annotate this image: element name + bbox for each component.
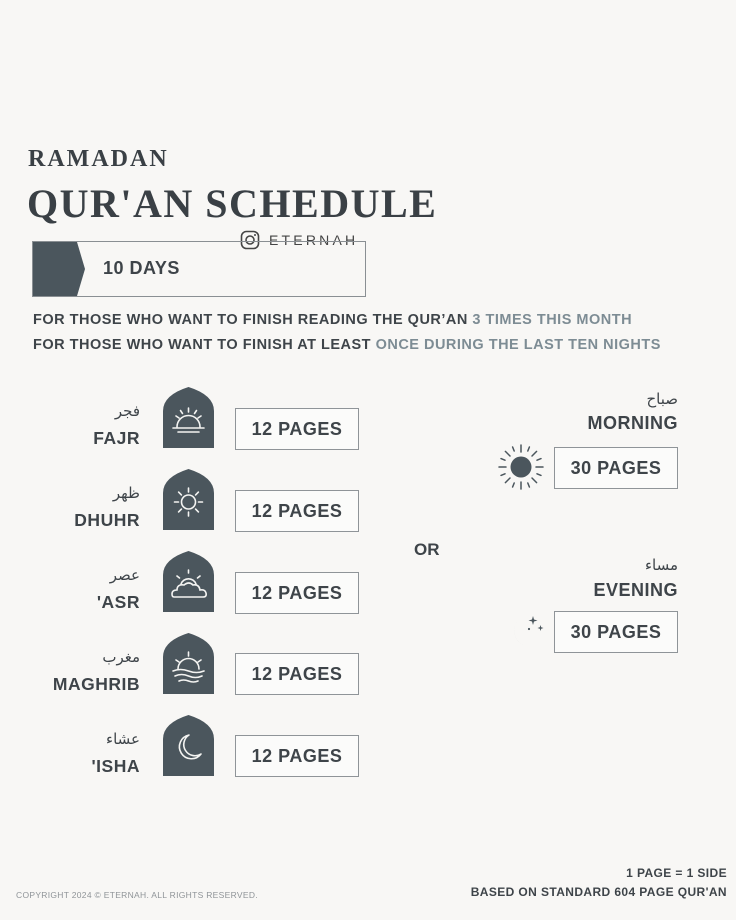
alt-name-morning: MORNING <box>587 413 678 433</box>
moon-stars-icon <box>507 612 547 652</box>
prayer-name-fajr: FAJR <box>93 428 140 448</box>
prayer-arabic-asr: عصر <box>109 566 140 584</box>
plan-arrow-tab <box>33 242 85 296</box>
prayer-arabic-fajr: فجر <box>114 402 140 420</box>
description-line-2-highlight: ONCE DURING THE LAST TEN NIGHTS <box>375 337 661 353</box>
prayer-arabic-dhuhr: ظهر <box>112 484 140 502</box>
pages-box-morning: 30 PAGES <box>554 447 678 489</box>
description-line-1-highlight: 3 TIMES THIS MONTH <box>472 312 633 328</box>
sun-icon <box>497 443 545 491</box>
footer-note-standard: BASED ON STANDARD 604 PAGE QUR'AN <box>470 885 727 899</box>
description-line-1-text: FOR THOSE WHO WANT TO FINISH READING THE QUR’AN <box>33 312 473 328</box>
sunrise-icon <box>163 387 214 448</box>
description-line-1 <box>33 312 632 328</box>
sun-cloud-icon <box>163 551 214 612</box>
alt-arabic-evening: مساء <box>644 556 678 574</box>
moon-icon <box>163 715 214 776</box>
pages-box-isha: 12 PAGES <box>235 735 359 777</box>
page-title: QUR'AN SCHEDULE <box>27 181 438 226</box>
pages-box-asr: 12 PAGES <box>235 572 359 614</box>
footer-note-page: 1 PAGE = 1 SIDE <box>626 866 727 880</box>
pages-box-dhuhr: 12 PAGES <box>235 490 359 532</box>
prayer-name-isha: 'ISHA <box>91 756 140 776</box>
description-line-2-text: FOR THOSE WHO WANT TO FINISH AT LEAST <box>33 337 376 353</box>
alt-arabic-morning: صباح <box>646 390 678 408</box>
pages-box-fajr: 12 PAGES <box>235 408 359 450</box>
alt-name-evening: EVENING <box>593 580 678 600</box>
sun-icon <box>163 469 214 530</box>
brand-name: ETERNAH <box>269 232 359 248</box>
pages-box-maghrib: 12 PAGES <box>235 653 359 695</box>
prayer-arabic-maghrib: مغرب <box>102 648 140 666</box>
prayer-name-asr: 'ASR <box>96 592 140 612</box>
prayer-name-dhuhr: DHUHR <box>74 510 140 530</box>
description-line-2 <box>33 337 661 353</box>
prayer-arabic-isha: عشاء <box>106 730 140 748</box>
prayer-name-maghrib: MAGHRIB <box>52 674 140 694</box>
copyright-text: COPYRIGHT 2024 © ETERNAH. ALL RIGHTS RESERVED. <box>16 890 258 900</box>
plan-label: 10 DAYS <box>103 258 180 278</box>
or-divider: OR <box>414 540 440 559</box>
sunset-icon <box>163 633 214 694</box>
pages-box-evening: 30 PAGES <box>554 611 678 653</box>
kicker-title: RAMADAN <box>28 146 169 172</box>
